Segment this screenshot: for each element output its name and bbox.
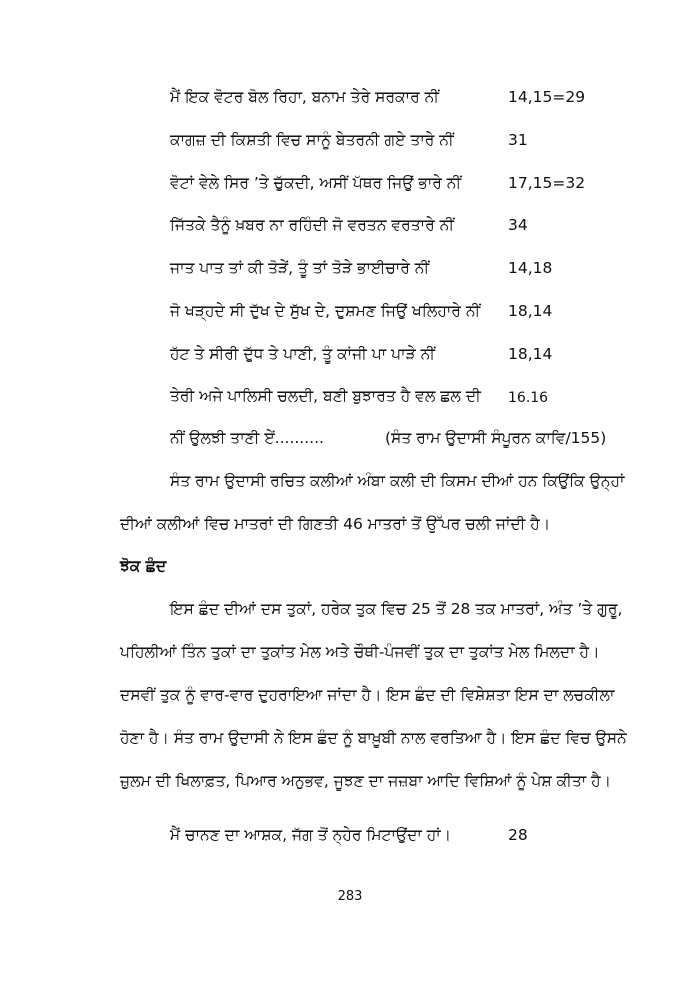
verse-count: 28: [508, 826, 528, 844]
verse-count: 34: [508, 216, 528, 234]
paragraph-line: ਇਸ ਛੰਦ ਦੀਆਂ ਦਸ ਤੁਕਾਂ, ਹਰੇਕ ਤੁਕ ਵਿਚ 25 ਤੋਂ 28 ਤਕ ਮਾਤਰਾਂ, ਅੰਤ ’ਤੇ ਗੁਰੂ,: [170, 600, 623, 618]
verse-count: 14,15=29: [508, 88, 586, 106]
verse-count: 14,18: [508, 259, 553, 277]
paragraph-line: ਜ਼ੁਲਮ ਦੀ ਖਿਲਾਫ਼ਤ, ਪਿਆਰ ਅਨੁਭਵ, ਜੂਝਣ ਦਾ ਜਜ਼ਬਾ ਆਦਿ ਵਿਸ਼ਿਆਂ ਨੂੰ ਪੇਸ਼ ਕੀਤਾ ਹੈ।: [120, 772, 612, 790]
paragraph-line: ਹੋਣਾ ਹੈ। ਸੰਤ ਰਾਮ ਉਦਾਸੀ ਨੇ ਇਸ ਛੰਦ ਨੂੰ ਬਾਖ਼ੂਬੀ ਨਾਲ ਵਰਤਿਆ ਹੈ। ਇਸ ਛੰਦ ਵਿਚ ਉਸਨੇ: [120, 729, 627, 747]
verse-count: 18,14: [508, 302, 553, 320]
verse-count: 16.16: [508, 390, 549, 406]
page-number: 283: [337, 889, 363, 904]
verse-line: ਹੱਟ ਤੇ ਸੀਰੀ ਦੁੱਧ ਤੇ ਪਾਣੀ, ਤੂੰ ਕਾਂਜੀ ਪਾ ਪਾੜੇ ਨੀਂ: [170, 345, 435, 363]
verse-line: ਵੋਟਾਂ ਵੇਲੇ ਸਿਰ ’ਤੇ ਚੁੱਕਦੀ, ਅਸੀਂ ਪੱਥਰ ਜਿਉਂ ਭਾਰੇ ਨੀਂ: [170, 174, 462, 192]
verse-line: ਜਿੱਤਕੇ ਤੈਨੂੰ ਖ਼ਬਰ ਨਾ ਰਹਿੰਦੀ ਜੋ ਵਰਤਨ ਵਰਤਾਰੇ ਨੀਂ: [170, 216, 454, 234]
verse-line: ਕਾਗਜ਼ ਦੀ ਕਿਸ਼ਤੀ ਵਿਚ ਸਾਨੂੰ ਬੇਤਰਨੀ ਗਏ ਤਾਰੇ ਨੀਂ: [170, 131, 454, 149]
verse-count: 18,14: [508, 345, 553, 363]
verse-line-last: ਨੀਂ ਉਲਝੀ ਤਾਣੀ ਏਂ..........: [170, 429, 324, 447]
verse-count: 17,15=32: [508, 174, 586, 192]
paragraph-line: ਦੀਆਂ ਕਲੀਆਂ ਵਿਚ ਮਾਤਰਾਂ ਦੀ ਗਿਣਤੀ 46 ਮਾਤਰਾਂ ਤੋਂ ਉੱਪਰ ਚਲੀ ਜਾਂਦੀ ਹੈ।: [120, 515, 551, 533]
example-verse-line: ਮੈਂ ਚਾਨਣ ਦਾ ਆਸ਼ਕ, ਜੱਗ ਤੋਂ ਨ੍ਹੇਰ ਮਿਟਾਉਂਦਾ ਹਾਂ।: [170, 826, 452, 844]
section-heading: ਝੋਕ ਛੰਦ: [120, 557, 167, 575]
paragraph-line: ਸੰਤ ਰਾਮ ਉਦਾਸੀ ਰਚਿਤ ਕਲੀਆਂ ਅੰਬਾ ਕਲੀ ਦੀ ਕਿਸਮ ਦੀਆਂ ਹਨ ਕਿਉਂਕਿ ਉਨ੍ਹਾਂ: [170, 472, 625, 490]
paragraph-line: ਦਸਵੀਂ ਤੁਕ ਨੂੰ ਵਾਰ-ਵਾਰ ਦੁਹਰਾਇਆ ਜਾਂਦਾ ਹੈ। ਇਸ ਛੰਦ ਦੀ ਵਿਸ਼ੇਸ਼ਤਾ ਇਸ ਦਾ ਲਚਕੀਲਾ: [120, 686, 615, 704]
verse-line: ਜੋ ਖੜ੍ਹਦੇ ਸੀ ਦੁੱਖ ਦੇ ਸੁੱਖ ਦੇ, ਦੁਸ਼ਮਣ ਜਿਉਂ ਖਲਿਹਾਰੇ ਨੀਂ: [170, 302, 481, 320]
verse-line: ਤੇਰੀ ਅਜੇ ਪਾਲਿਸੀ ਚਲਦੀ, ਬਣੀ ਬੁਝਾਰਤ ਹੈ ਵਲ ਛਲ ਦੀ: [170, 387, 481, 405]
verse-line: ਜਾਤ ਪਾਤ ਤਾਂ ਕੀ ਤੋੜੇਂ, ਤੂੰ ਤਾਂ ਤੋੜੇ ਭਾਈਚਾਰੇ ਨੀਂ: [170, 259, 430, 277]
verse-count: 31: [508, 131, 528, 149]
paragraph-line: ਪਹਿਲੀਆਂ ਤਿੰਨ ਤੁਕਾਂ ਦਾ ਤੁਕਾਂਤ ਮੇਲ ਅਤੇ ਚੌਥੀ-ਪੰਜਵੀਂ ਤੁਕ ਦਾ ਤੁਕਾਂਤ ਮੇਲ ਮਿਲਦਾ ਹੈ।: [120, 643, 600, 661]
verse-line: ਮੈਂ ਇਕ ਵੋਟਰ ਬੋਲ ਰਿਹਾ, ਬਨਾਮ ਤੇਰੇ ਸਰਕਾਰ ਨੀਂ: [170, 88, 439, 106]
citation: (ਸੰਤ ਰਾਮ ਉਦਾਸੀ ਸੰਪੂਰਨ ਕਾਵਿ/155): [385, 429, 607, 447]
